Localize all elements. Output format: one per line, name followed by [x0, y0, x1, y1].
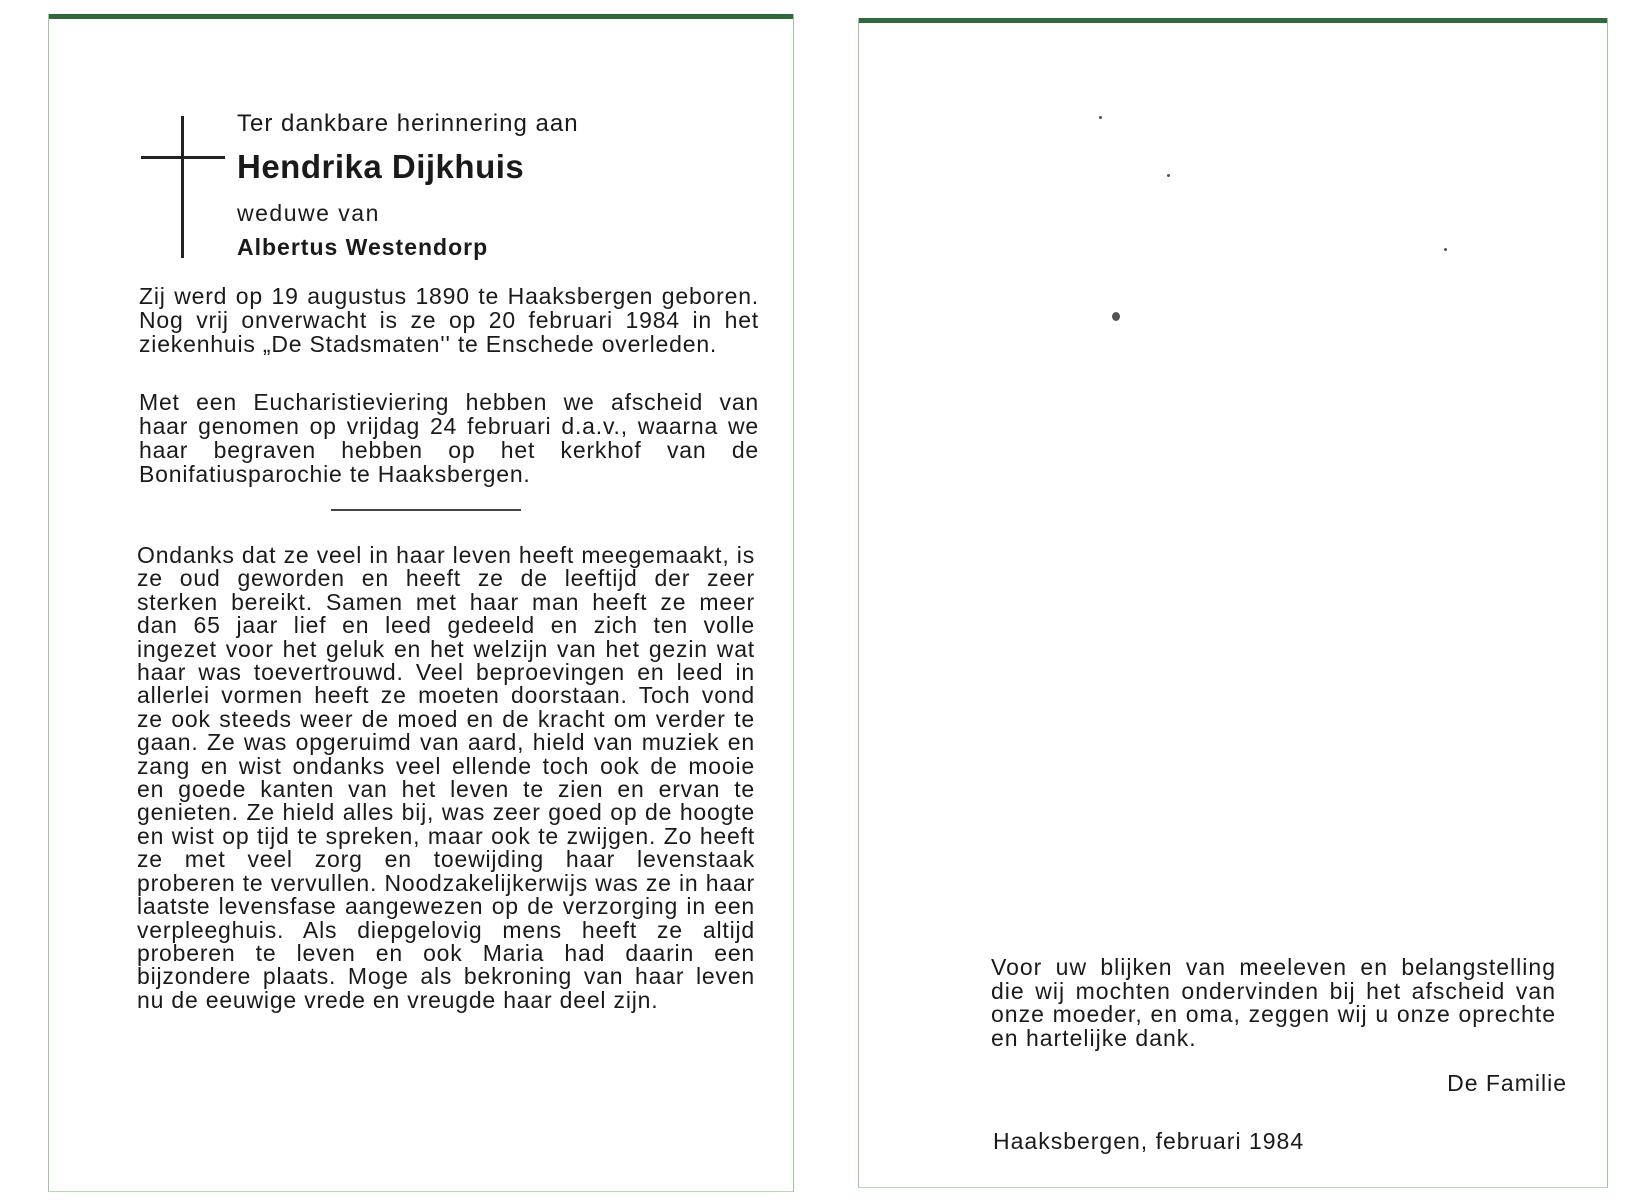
funeral-paragraph: Met een Eucharistieviering hebben we afscheid van haar genomen op vrijdag 24 februari d.a.v., waarna we haar begraven hebben op het kerkhof van de Bonifatiusparochie te Haaksbergen.: [139, 389, 759, 487]
paper-speck: [1444, 248, 1447, 251]
cross-vertical-bar: [181, 116, 184, 258]
birth-death-paragraph: Zij werd op 19 augustus 1890 te Haaksbergen geboren. Nog vrij onverwacht is ze op 20 februari 1984 in het ziekenhuis „De Stadsmaten'' te Enschede overleden.: [139, 283, 759, 357]
cross-horizontal-bar: [141, 156, 225, 159]
widow-of-label: weduwe van: [237, 200, 380, 226]
place-and-date: Haaksbergen, februari 1984: [993, 1128, 1305, 1154]
section-divider: [331, 509, 521, 511]
memorial-card-right: [858, 18, 1608, 1188]
deceased-name: Hendrika Dijkhuis: [237, 148, 525, 185]
memorial-card-left: [48, 14, 794, 1192]
paper-speck: [1112, 312, 1120, 321]
paper-speck: [1099, 116, 1102, 119]
thanks-paragraph: Voor uw blijken van meeleven en belangstelling die wij mochten ondervinden bij het afscheid van onze moeder, en oma, zeggen wij u onze oprechte en hartelijke dank.: [991, 954, 1556, 1051]
family-signature: De Familie: [1447, 1070, 1567, 1096]
paper-speck: [1167, 174, 1170, 177]
intro-line: Ter dankbare herinnering aan: [237, 110, 579, 137]
husband-name: Albertus Westendorp: [237, 234, 489, 260]
life-story-paragraph: Ondanks dat ze veel in haar leven heeft meegemaakt, is ze oud geworden en heeft ze de leeftijd der zeer sterken bereikt. Samen met haar man heeft ze meer dan 65 jaar lief en leed gedeeld en zich ten volle ingezet voor het geluk en het welzijn van het gezin wat haar was toevertrouwd. Veel beproevingen en leed in allerlei vormen heeft ze moeten doorstaan. Toch vond ze ook steeds weer de moed en de kracht om verder te gaan. Ze was opgeruimd van aard, hield van muziek en zang en wist ondanks veel ellende toch ook de mooie en goede kanten van het leven te zien en ervan te genieten. Ze hield alles bij, was zeer goed op de hoogte en wist op tijd te spreken, maar ook te zwijgen. Zo heeft ze met veel zorg en toewijding haar levenstaak proberen te vervullen. Noodzakelijkerwijs was ze in haar laatste levensfase aangewezen op de verzorging in een verpleeghuis. Als diepgelovig mens heeft ze altijd proberen te leven en ook Maria had daarin een bijzondere plaats. Moge als bekroning van haar leven nu de eeuwige vrede en vreugde haar deel zijn.: [137, 542, 755, 1013]
